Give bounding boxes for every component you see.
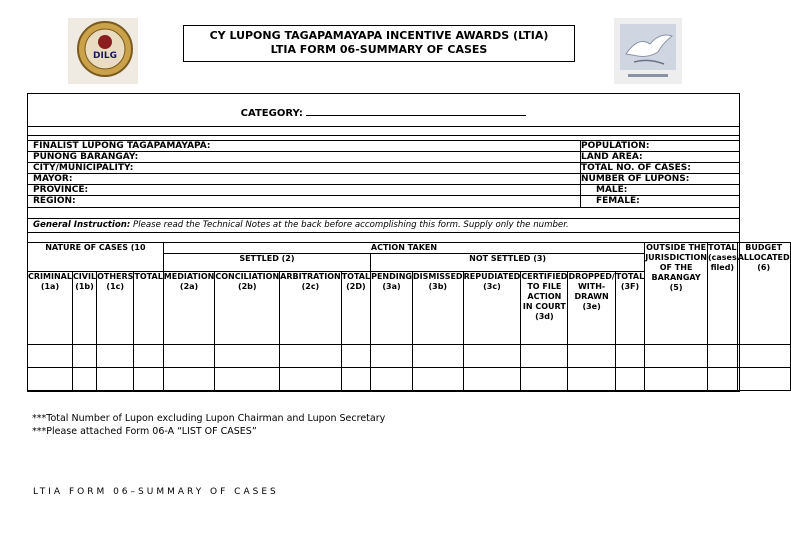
table-cell[interactable] (72, 368, 96, 391)
table-cell[interactable] (521, 368, 568, 391)
table-row (28, 368, 791, 391)
total-cases-filed-header: TOTAL (cases filed) (707, 243, 737, 345)
table-cell[interactable] (463, 368, 521, 391)
arbitration-header: ARBITRATION (2c) (280, 272, 342, 345)
male-label: MALE: (596, 185, 628, 195)
dilg-logo-text: DILG (93, 51, 117, 61)
mayor-label: MAYOR: (33, 174, 73, 184)
total-settled-header: TOTAL (2D) (341, 272, 370, 345)
table-cell[interactable] (215, 368, 280, 391)
table-cell[interactable] (737, 345, 790, 368)
pending-header: PENDING (3a) (371, 272, 413, 345)
form-frame (27, 93, 790, 392)
table-cell[interactable] (280, 368, 342, 391)
table-cell[interactable] (568, 345, 615, 368)
table-row (28, 345, 791, 368)
table-cell[interactable] (707, 368, 737, 391)
city-label: CITY/MUNICIPALITY: (33, 163, 134, 173)
total-nature-header: TOTAL (134, 272, 163, 345)
table-cell[interactable] (707, 345, 737, 368)
nature-of-cases-header: NATURE OF CASES (10 (28, 243, 164, 272)
table-cell[interactable] (28, 368, 73, 391)
table-cell[interactable] (371, 368, 413, 391)
conciliation-header: CONCILIATION (2b) (215, 272, 280, 345)
table-cell[interactable] (97, 368, 134, 391)
region-label: REGION: (33, 196, 76, 206)
general-instruction (33, 219, 569, 231)
table-cell[interactable] (215, 345, 280, 368)
note-lupon-count: ***Total Number of Lupon excluding Lupon Chairman and Lupon Secretary (32, 413, 386, 424)
budget-allocated-header: BUDGET ALLOCATED (6) (737, 243, 790, 345)
notes (32, 412, 385, 438)
info-row-6 (28, 195, 739, 207)
civil-header: CIVIL (1b) (72, 272, 96, 345)
table-cell[interactable] (737, 368, 790, 391)
table-cell[interactable] (134, 345, 163, 368)
population-label: POPULATION: (581, 141, 650, 151)
table-cell[interactable] (341, 345, 370, 368)
dropped-header: DROPPED/ WITH-DRAWN (3e) (568, 272, 615, 345)
outside-jurisdiction-header: OUTSIDE THE JURISDICTION OF THE BARANGAY (5) (645, 243, 708, 345)
mediation-header: MEDIATION (2a) (163, 272, 215, 345)
table-cell[interactable] (28, 345, 73, 368)
settled-header: SETTLED (2) (163, 254, 370, 272)
dove-logo (614, 18, 682, 84)
table-cell[interactable] (371, 345, 413, 368)
land-area-label: LAND AREA: (581, 152, 643, 162)
female-label: FEMALE: (596, 196, 640, 206)
table-cell[interactable] (72, 345, 96, 368)
total-not-settled-header: TOTAL (3F) (615, 272, 644, 345)
table-cell[interactable] (568, 368, 615, 391)
category-row (28, 94, 739, 127)
table-cell[interactable] (645, 345, 708, 368)
table-cell[interactable] (97, 345, 134, 368)
certified-header: CERTIFIED TO FILE ACTION IN COURT (3d) (521, 272, 568, 345)
title-line-2: LTIA FORM 06-SUMMARY OF CASES (270, 43, 488, 56)
title-line-1: CY LUPONG TAGAPAMAYAPA INCENTIVE AWARDS (LTIA) (209, 29, 549, 42)
divider (28, 207, 739, 208)
divider (28, 135, 739, 136)
form-title (183, 25, 575, 62)
table-cell[interactable] (412, 345, 463, 368)
num-lupons-label: NUMBER OF LUPONS: (581, 174, 690, 184)
total-cases-label: TOTAL NO. OF CASES: (581, 163, 691, 173)
dilg-logo (68, 18, 138, 84)
finalist-label: FINALIST LUPONG TAGAPAMAYAPA: (33, 141, 211, 151)
table-cell[interactable] (341, 368, 370, 391)
table-cell[interactable] (134, 368, 163, 391)
divider (28, 232, 739, 233)
table-cell[interactable] (163, 345, 215, 368)
note-attach-form: ***Please attached Form 06-A “LIST OF CASES” (32, 426, 257, 437)
table-cell[interactable] (521, 345, 568, 368)
table-cell[interactable] (463, 345, 521, 368)
instruction-label: General Instruction: (33, 220, 131, 230)
table-cell[interactable] (412, 368, 463, 391)
table-cell[interactable] (280, 345, 342, 368)
punong-barangay-label: PUNONG BARANGAY: (33, 152, 139, 162)
table-cell[interactable] (615, 368, 644, 391)
table-cell[interactable] (615, 345, 644, 368)
criminal-header: CRIMINAL (1a) (28, 272, 73, 345)
dismissed-header: DISMISSED (3b) (412, 272, 463, 345)
province-label: PROVINCE: (33, 185, 89, 195)
table-cell[interactable] (163, 368, 215, 391)
action-taken-header: ACTION TAKEN (163, 243, 644, 254)
column-divider (580, 195, 581, 207)
not-settled-header: NOT SETTLED (3) (371, 254, 645, 272)
form-footer: LTIA FORM 06–SUMMARY OF CASES (33, 487, 279, 497)
category-input-line[interactable] (306, 105, 526, 116)
repudiated-header: REPUDIATED (3c) (463, 272, 521, 345)
table-cell[interactable] (645, 368, 708, 391)
instruction-text: Please read the Technical Notes at the back before accomplishing this form. Supply only the number. (130, 220, 569, 230)
others-header: OTHERS (1c) (97, 272, 134, 345)
summary-of-cases-table (27, 242, 791, 391)
category-label: CATEGORY: (240, 108, 303, 119)
